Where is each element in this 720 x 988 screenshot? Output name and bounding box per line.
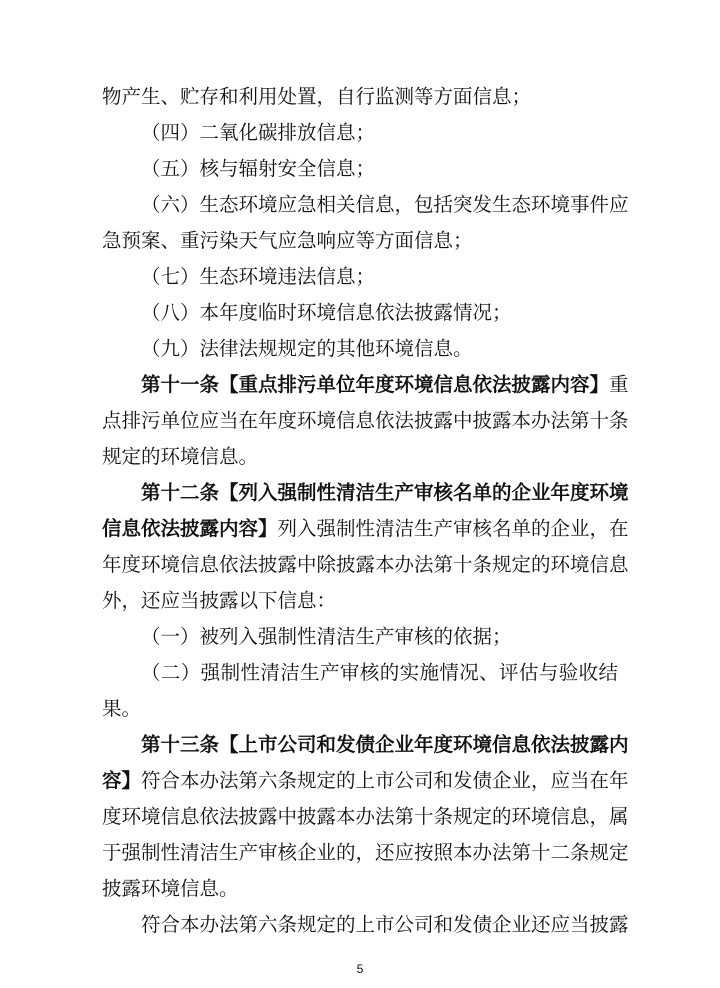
list-item-1	[141, 624, 618, 650]
list-item-4	[141, 120, 618, 146]
list-item-6	[141, 192, 629, 218]
line-text: （一）被列入强制性清洁生产审核的依据；	[141, 625, 512, 648]
line-text: 披露环境信息。	[102, 877, 239, 900]
line-text: 急预案、重污染天气应急响应等方面信息；	[102, 229, 473, 252]
line-text: 果。	[102, 697, 142, 720]
line-text: 规定的环境信息。	[102, 445, 259, 468]
article-11-title: 第十一条【重点排污单位年度环境信息依法披露内容】	[141, 373, 610, 396]
article-13-heading-line	[141, 732, 629, 758]
article-12-heading-line	[141, 480, 629, 506]
paragraph-line	[102, 876, 618, 902]
line-text: （二）强制性清洁生产审核的实施情况、评估与验收结	[141, 661, 618, 684]
list-item-8	[141, 300, 618, 326]
page-number: 5	[356, 962, 364, 976]
paragraph-line	[102, 696, 618, 722]
line-text: （九）法律法规规定的其他环境信息。	[141, 337, 473, 360]
line-text: （六）生态环境应急相关信息，包括突发生态环境事件应	[141, 193, 629, 216]
article-13-title-cont: 容】	[102, 769, 142, 792]
article-12-title-cont: 信息依法披露内容】	[102, 517, 278, 540]
line-text: 于强制性清洁生产审核企业的，还应按照本办法第十二条规定	[102, 841, 629, 864]
paragraph-line	[102, 804, 629, 830]
paragraph-line	[102, 588, 618, 614]
list-item-2	[141, 660, 618, 686]
paragraph-line	[102, 552, 629, 578]
line-text: 点排污单位应当在年度环境信息依法披露中披露本办法第十条	[102, 409, 629, 432]
line-text: 列入强制性清洁生产审核名单的企业，在	[277, 517, 629, 540]
article-12-heading-line-2	[102, 516, 629, 542]
line-text: 年度环境信息依法披露中除披露本办法第十条规定的环境信息	[102, 553, 629, 576]
paragraph-line	[141, 912, 629, 938]
article-12-title: 第十二条【列入强制性清洁生产审核名单的企业年度环境	[141, 481, 629, 504]
line-text: （八）本年度临时环境信息依法披露情况；	[141, 301, 512, 324]
line-text: 物产生、贮存和利用处置，自行监测等方面信息；	[102, 85, 532, 108]
line-text: 符合本办法第六条规定的上市公司和发债企业还应当披露	[141, 913, 629, 936]
article-11-heading-line	[141, 372, 629, 398]
paragraph-line	[102, 840, 629, 866]
article-13-heading-line-2	[102, 768, 629, 794]
list-item-7	[141, 264, 618, 290]
article-13-title: 第十三条【上市公司和发债企业年度环境信息依法披露内	[141, 733, 629, 756]
list-item-5	[141, 156, 618, 182]
list-item-9	[141, 336, 618, 362]
line-text: 重	[609, 373, 629, 396]
paragraph-line	[102, 408, 629, 434]
line-text: 度环境信息依法披露中披露本办法第十条规定的环境信息，属	[102, 805, 629, 828]
paragraph-line	[102, 444, 618, 470]
line-text: （四）二氧化碳排放信息；	[141, 121, 376, 144]
paragraph-line	[102, 228, 618, 254]
line-text: 外，还应当披露以下信息：	[102, 589, 337, 612]
line-text: （五）核与辐射安全信息；	[141, 157, 376, 180]
paragraph-line	[102, 84, 618, 110]
line-text: （七）生态环境违法信息；	[141, 265, 376, 288]
line-text: 符合本办法第六条规定的上市公司和发债企业，应当在年	[141, 769, 629, 792]
